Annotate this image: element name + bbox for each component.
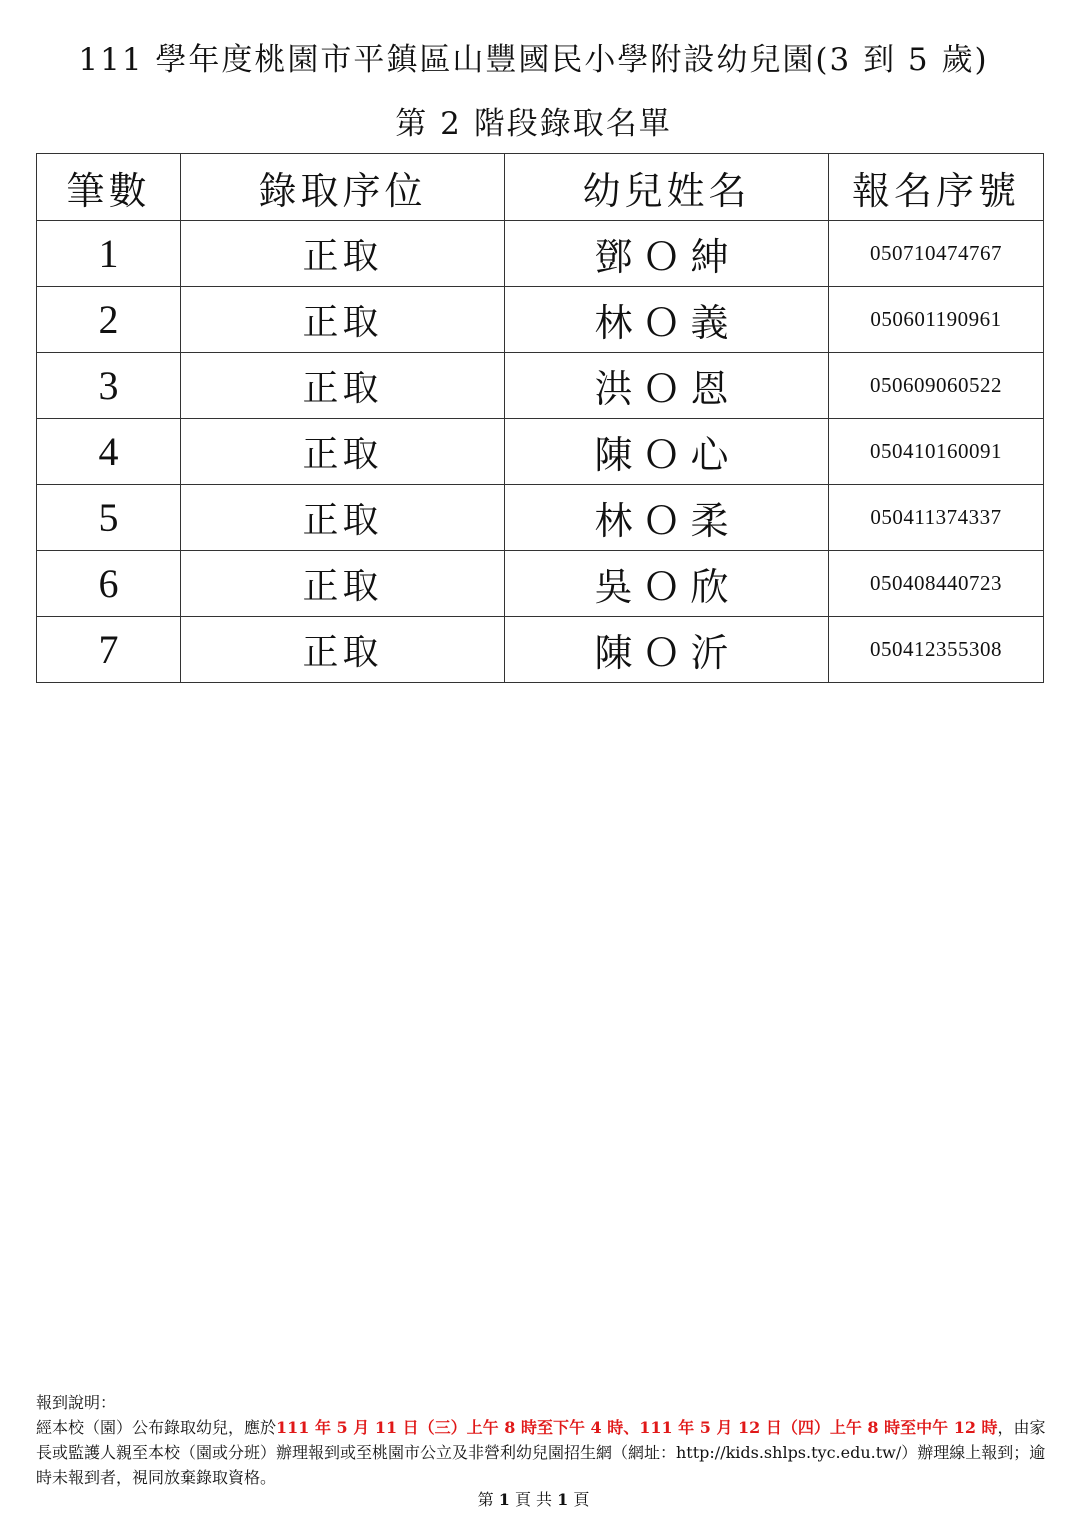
admission-status: 正取 xyxy=(181,287,505,353)
header-registration-no: 報名序號 xyxy=(829,154,1044,221)
table-row xyxy=(37,485,1044,551)
notes-text-intro: 經本校（園）公布錄取幼兒，應於 xyxy=(36,1418,277,1437)
page-footer xyxy=(0,1487,1067,1510)
registration-number: 050410160091 xyxy=(829,419,1044,485)
document-title: 111 學年度桃園市平鎮區山豐國民小學附設幼兒園(3 到 5 歲) xyxy=(78,42,989,78)
child-name: 陳Ｏ沂 xyxy=(505,617,829,683)
admission-status: 正取 xyxy=(181,485,505,551)
header-admission-rank: 錄取序位 xyxy=(181,154,505,221)
row-number: 5 xyxy=(37,485,181,551)
registration-number: 050710474767 xyxy=(829,221,1044,287)
row-number: 4 xyxy=(37,419,181,485)
registration-number: 050609060522 xyxy=(829,353,1044,419)
table-row xyxy=(37,551,1044,617)
child-name: 林Ｏ義 xyxy=(505,287,829,353)
table-row xyxy=(37,617,1044,683)
child-name: 吳Ｏ欣 xyxy=(505,551,829,617)
admission-status: 正取 xyxy=(181,419,505,485)
row-number: 7 xyxy=(37,617,181,683)
footer-middle: 頁 共 xyxy=(514,1490,553,1509)
notes-body xyxy=(36,1415,1046,1490)
admission-table xyxy=(36,153,1044,683)
table-row xyxy=(37,419,1044,485)
row-number: 1 xyxy=(37,221,181,287)
registration-notes xyxy=(36,1390,1046,1490)
header-count: 筆數 xyxy=(37,154,181,221)
child-name: 洪Ｏ恩 xyxy=(505,353,829,419)
child-name: 鄧Ｏ紳 xyxy=(505,221,829,287)
registration-number: 050601190961 xyxy=(829,287,1044,353)
header-child-name: 幼兒姓名 xyxy=(505,154,829,221)
registration-number: 050408440723 xyxy=(829,551,1044,617)
registration-number: 050411374337 xyxy=(829,485,1044,551)
footer-prefix: 第 xyxy=(477,1490,494,1509)
table-row xyxy=(37,221,1044,287)
admission-status: 正取 xyxy=(181,353,505,419)
child-name: 陳Ｏ心 xyxy=(505,419,829,485)
notes-text-instructions: ，由家長或監護人親至本校（園或分班）辦理報到或至桃園市公立及非營利幼兒園招生網（網址：http://kids.shlps.tyc.edu.tw/）辦理線上報到；逾時未報到者，視同放棄錄取資格。 xyxy=(36,1418,1046,1487)
child-name: 林Ｏ柔 xyxy=(505,485,829,551)
table-header-row xyxy=(37,154,1044,221)
table-row xyxy=(37,353,1044,419)
footer-suffix: 頁 xyxy=(573,1490,590,1509)
table-row xyxy=(37,287,1044,353)
row-number: 6 xyxy=(37,551,181,617)
document-subtitle: 第 2 階段錄取名單 xyxy=(395,106,672,142)
notes-heading: 報到說明： xyxy=(36,1393,117,1412)
notes-deadline-highlight: 111 年 5 月 11 日（三）上午 8 時至下午 4 時、111 年 5 月 12 日（四）上午 8 時至中午 12 時 xyxy=(276,1418,998,1437)
registration-number: 050412355308 xyxy=(829,617,1044,683)
admission-status: 正取 xyxy=(181,221,505,287)
footer-page-number: 1 xyxy=(498,1490,510,1509)
row-number: 2 xyxy=(37,287,181,353)
footer-total-pages: 1 xyxy=(557,1490,569,1509)
admission-status: 正取 xyxy=(181,617,505,683)
admission-status: 正取 xyxy=(181,551,505,617)
row-number: 3 xyxy=(37,353,181,419)
